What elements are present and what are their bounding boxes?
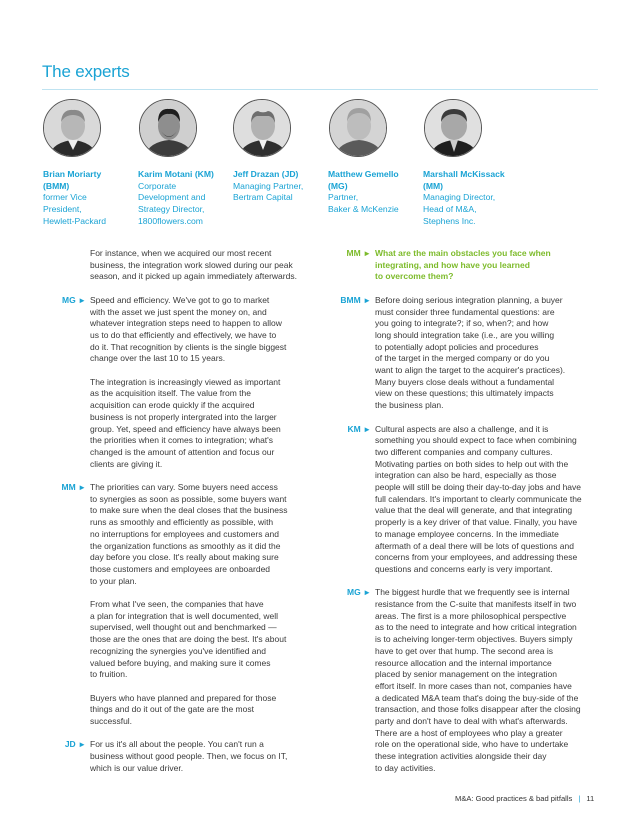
expert-card — [138, 169, 233, 228]
answer-entry — [62, 294, 350, 365]
footer-separator: | — [578, 794, 581, 803]
arrow-icon: ► — [363, 249, 371, 258]
answer-text: Speed and efficiency. We've got to go to market with the asset we just spent the money on, and whatever integration steps need to happen to allow us to do that efficiently and effectively, we have to do it. That recognition by clients is the single biggest change over the last 10 to 15 years. — [90, 294, 287, 364]
expert-role: Managing Partner, — [233, 180, 304, 191]
speaker-label: JD ► — [64, 739, 86, 750]
question-text: What are the main obstacles you face when integrating, and how have you learned to overcome them? — [375, 248, 551, 282]
page-footer — [455, 794, 594, 803]
arrow-icon: ► — [363, 295, 371, 305]
left-column — [61, 248, 350, 775]
expert-initials: (MG) — [328, 180, 348, 191]
answer-text: Cultural aspects are also a challenge, and it is something you should expect to face when combining two different companies and company cultures. Motivating parties on both sides to help out with the integration can also be hard, especially as those people will still be doing their day-to-day jobs and have full calendars. It's important to clearly communicate the value that the deal will generate, and that integrating properly is a key driver of that value. Finally, you have to manage employee concerns. In the immediate aftermath of a deal there will be lots of questions and concerns from your employees, and addressing these questions and concerns early is very important. — [375, 423, 582, 574]
answer-text: Buyers who have planned and prepared for those things and do it out of the gate are the most successful. — [90, 692, 277, 727]
answer-entry — [347, 423, 605, 576]
expert-company: Baker & McKenzie — [328, 204, 399, 215]
answer-entry — [90, 693, 350, 728]
expert-name: Brian Moriarty — [43, 169, 102, 179]
answer-entry — [61, 482, 350, 587]
answer-entry — [340, 294, 605, 412]
expert-name: Matthew Gemello — [328, 169, 399, 179]
expert-role: Strategy Director, — [138, 204, 205, 215]
answer-entry — [90, 599, 350, 681]
expert-portrait-mg — [329, 99, 387, 157]
answer-entry — [64, 739, 350, 774]
footer-doc-title: M&A: Good practices & bad pitfalls — [455, 794, 573, 803]
expert-initials: (BMM) — [43, 180, 70, 191]
speaker-label: BMM ► — [340, 294, 371, 305]
expert-card — [43, 169, 138, 228]
answer-text: Before doing serious integration planning, a buyer must consider three fundamental questions: are you going to integrate?; if so, when?; and how long should integration take (i.e., are you willing to potentially adopt policies and procedures of the target in the merged company or do you want to align the target to the acquirer's practices). Many buyers close deals without a fundamental view on these questions; this ultimately impacts the business plan. — [375, 294, 566, 411]
answer-entry — [90, 248, 350, 283]
expert-role: President, — [43, 204, 82, 215]
answer-text: For us it's all about the people. You can't run a business without good people. Then, we focus on IT, which is our value driver. — [90, 739, 288, 773]
expert-portrait-jd — [233, 99, 291, 157]
arrow-icon: ► — [78, 295, 86, 305]
expert-portrait-km — [139, 99, 197, 157]
expert-card — [233, 169, 328, 204]
answer-text: The biggest hurdle that we frequently see is internal resistance from the C-suite that manifests itself in two areas. The first is a more philosophical perspective as to the need to integrate and how critical integration is to acheiving longer-term objectives. Buyers simply have to get over that hump. The second area is resource allocation and the internal importance placed by senior management on the integration effort itself. In more cases than not, companies have a dedicated M&A team that's doing the buy-side of the transaction, and those folks disappear after the closing party and don't have to deal with what's afterwards. There are a host of employees who play a greater role on the operational side, who have to undertake these integration activities alongside their day to day activities. — [375, 587, 581, 773]
expert-role: Head of M&A, — [423, 204, 477, 215]
answer-entry — [347, 587, 605, 774]
arrow-icon: ► — [363, 424, 371, 434]
expert-portrait-bmm — [43, 99, 101, 157]
speaker-label: MM ► — [61, 482, 86, 493]
answer-text: The priorities can vary. Some buyers need access to synergies as soon as possible, some buyers want to make sure when the deal closes that the business runs as smoothly and efficiently as possible, with no interruptions for employees and customers and the organization functions as smoothly as it did the day before you close. It's really about making sure those customers and employees are onboarded to your plan. — [90, 482, 288, 586]
expert-portrait-mm — [424, 99, 482, 157]
expert-name: Jeff Drazan (JD) — [233, 169, 299, 179]
page-number: 11 — [586, 794, 595, 803]
answer-text: The integration is increasingly viewed as important as the acquisition itself. The value from the acquisition can erode quickly if the acquired business is not properly intergrated into the larger group. Yet, speed and efficiency have always been the priorities when it comes to integration; what's changed is the amount of attention and focus our clients are giving it. — [90, 376, 281, 469]
expert-role: Development and — [138, 192, 206, 203]
right-column — [340, 248, 605, 775]
arrow-icon: ► — [78, 483, 86, 493]
arrow-icon: ► — [363, 588, 371, 598]
title-divider — [42, 89, 598, 90]
expert-company: Bertram Capital — [233, 192, 293, 203]
answer-text: From what I've seen, the companies that have a plan for integration that is well documented, well supervised, well thought out and benchmarked — those are the ones that are doing the best. It's about recognizing the synergies you've identified and valued before buying, and making sure it comes to fruition. — [90, 599, 287, 680]
speaker-label: MM ► — [346, 248, 371, 258]
expert-role: Partner, — [328, 192, 359, 203]
speaker-label: KM ► — [347, 423, 371, 434]
speaker-label: MG ► — [62, 294, 86, 305]
expert-card — [423, 169, 518, 228]
expert-role: Managing Director, — [423, 192, 496, 203]
expert-name: Marshall McKissack — [423, 169, 505, 179]
answer-text: For instance, when we acquired our most recent business, the integration work slowed during our peak season, and it picked up again immediately afterwards. — [90, 248, 297, 282]
speaker-label: MG ► — [347, 587, 371, 598]
answer-entry — [90, 377, 350, 471]
expert-initials: (MM) — [423, 180, 444, 191]
question-entry — [346, 248, 605, 283]
expert-company: Stephens Inc. — [423, 215, 476, 226]
page-title: The experts — [42, 62, 130, 81]
expert-company: 1800flowers.com — [138, 215, 203, 226]
expert-card — [328, 169, 423, 216]
expert-role: Corporate — [138, 180, 177, 191]
expert-role: former Vice — [43, 192, 87, 203]
expert-company: Hewlett-Packard — [43, 215, 107, 226]
expert-name: Karim Motani (KM) — [138, 169, 214, 179]
arrow-icon: ► — [78, 740, 86, 750]
